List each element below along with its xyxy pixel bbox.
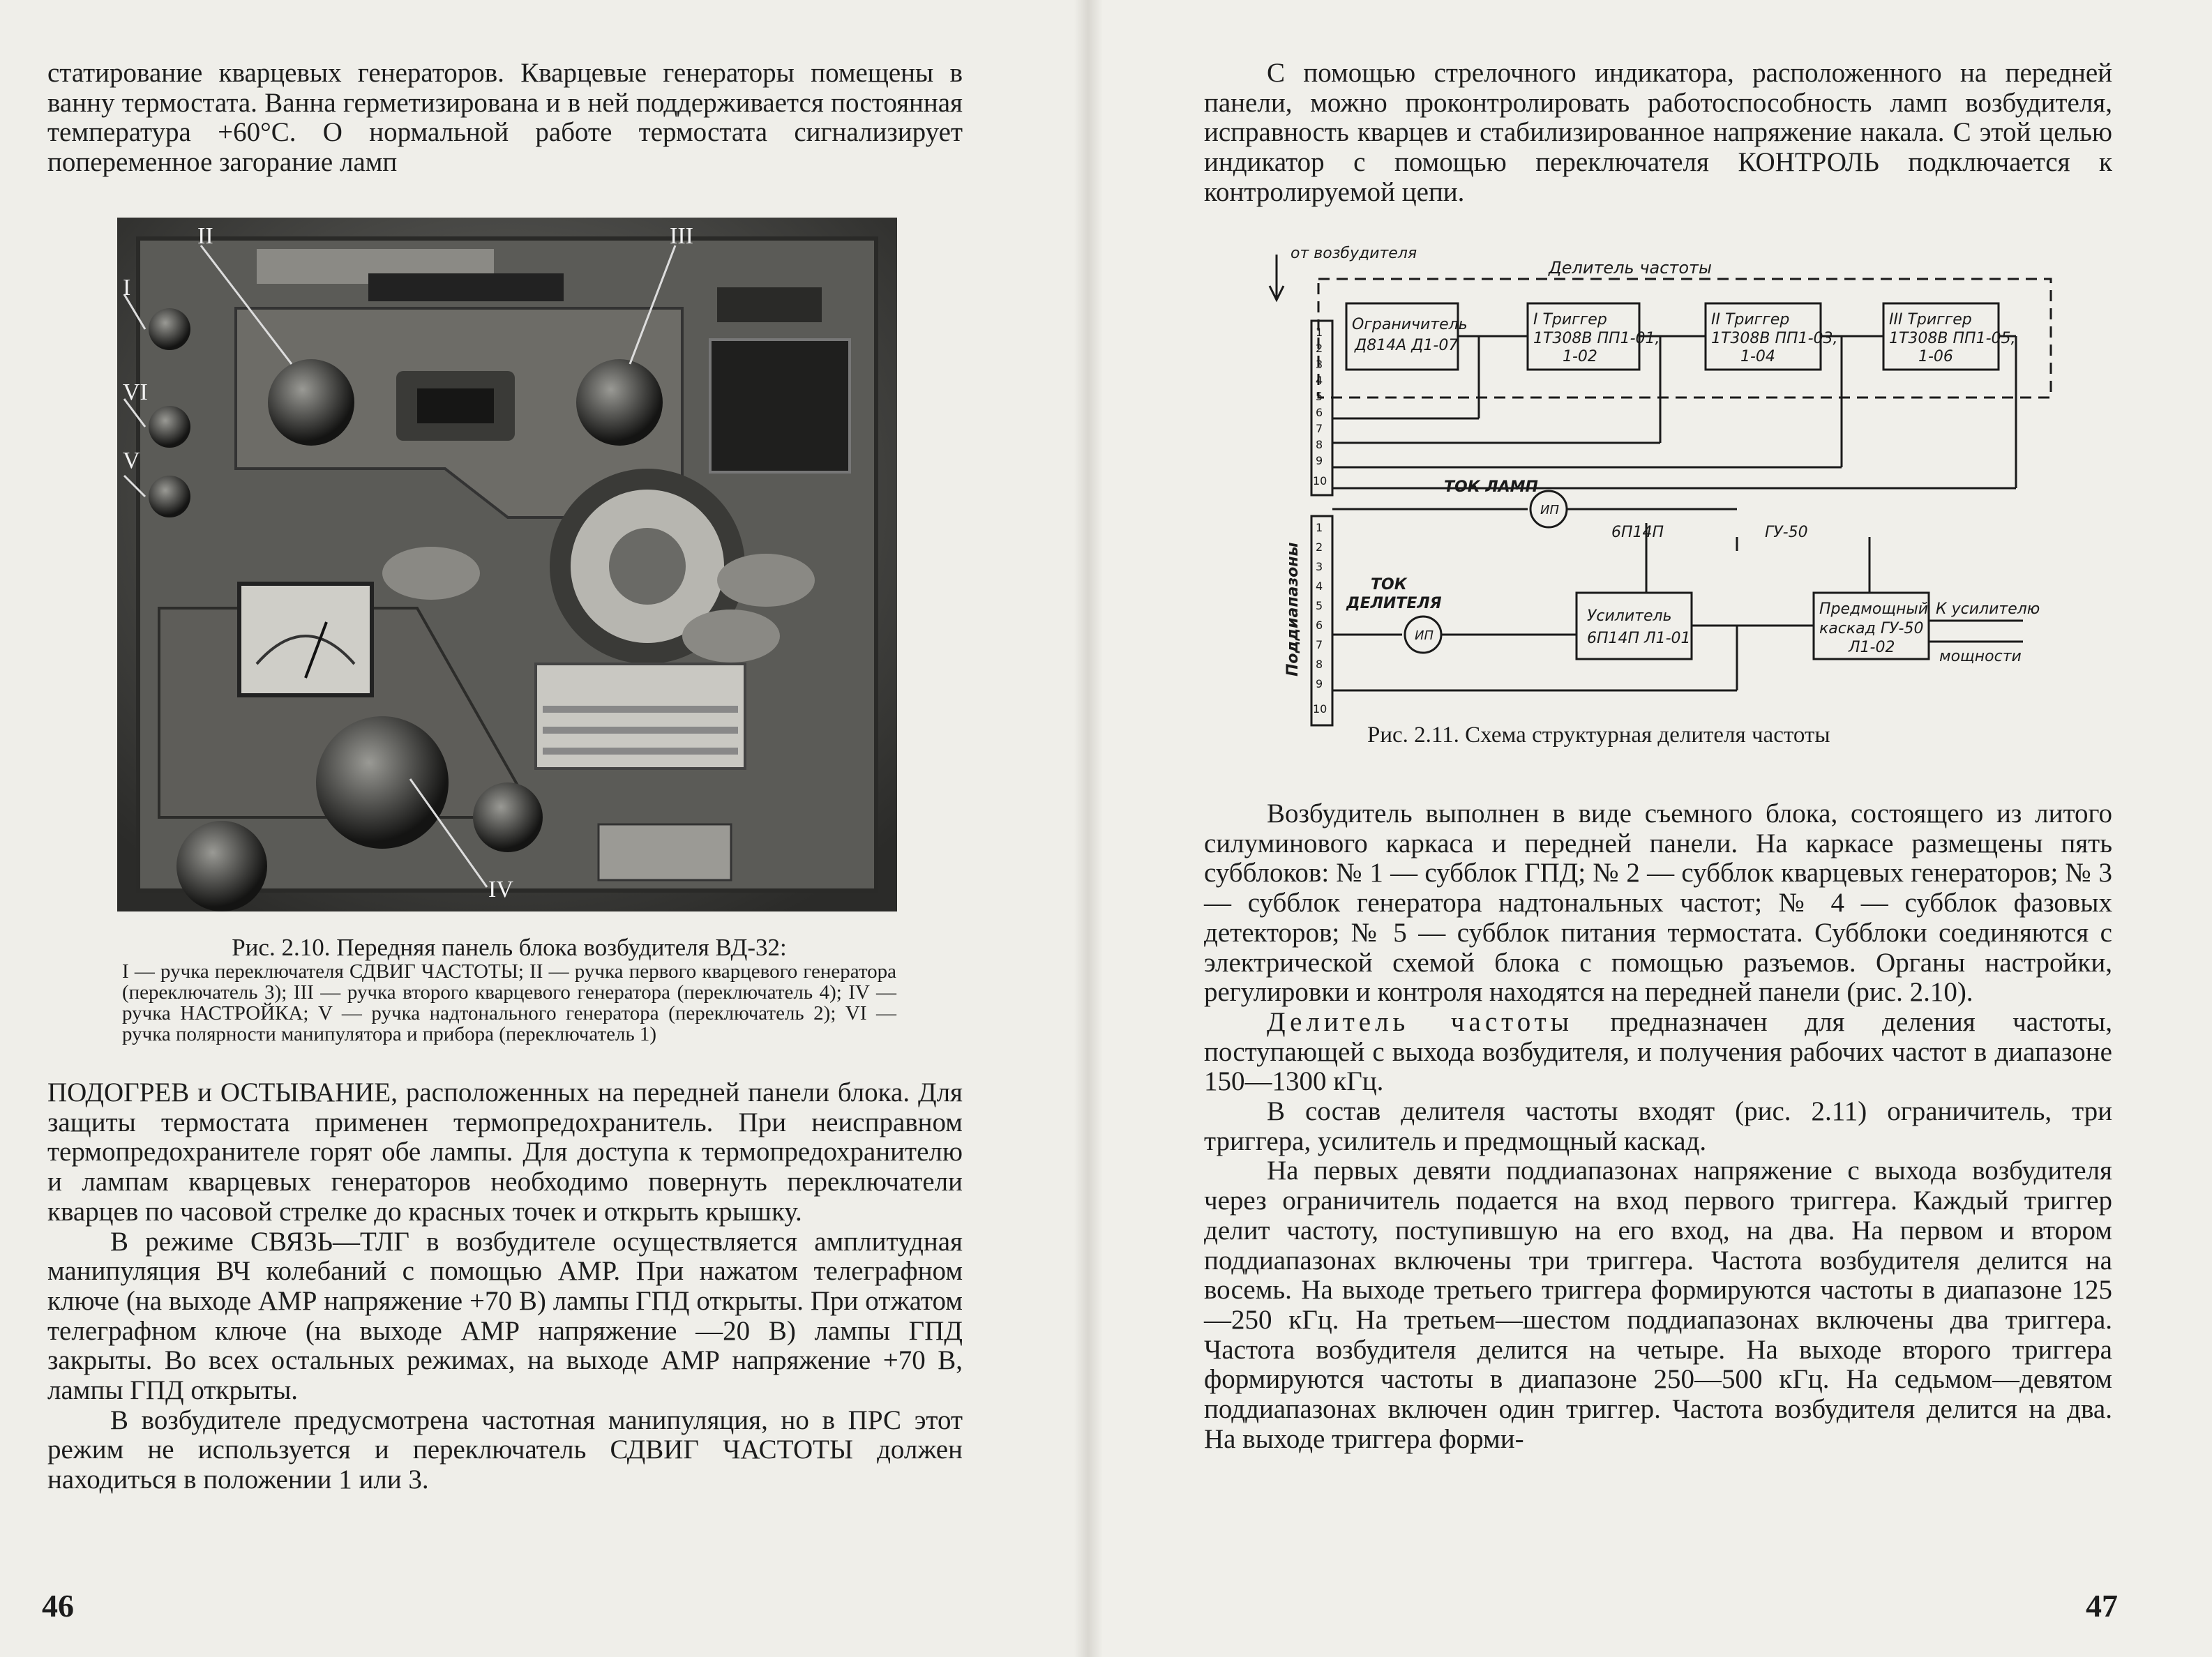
term-divider: Делитель частоты (1267, 1006, 1573, 1037)
meter-symbol: ИП (1415, 628, 1434, 643)
switch-number: 4 (1316, 580, 1323, 593)
diagram-label-subranges: Поддиапазоны (1284, 542, 1302, 676)
figure-2-10-caption (122, 935, 896, 1045)
paragraph: На первых девяти поддиапазонах напряжение с выхода возбудителя через ограничитель подается на вход первого триггера. Каждый триггер делит частоту, поступившую на его вход, на два. На первом и втором поддиапазонах включены три триггера. Частота возбудителя делится на восемь. На выходе третьего триггера формируются частоты в диапазоне 125—250 кГц. На третьем—шестом поддиапазонах включены два триггера. Частота возбудителя делится на четыре. На выходе второго триггера формируются частоты в диапазоне 250—500 кГц. На седьмом—девятом поддиапазонах включен один триггер. Частота возбудителя делится на два. На выходе триггера форми- (1204, 1156, 2112, 1454)
switch-number: 2 (1316, 342, 1323, 355)
diagram-label-divider-current: ТОК (1371, 576, 1407, 593)
switch-number: 9 (1316, 454, 1323, 467)
switch-number: 8 (1316, 658, 1323, 671)
left-top-text (47, 59, 963, 178)
block-label: 1Т308В ПП1-05, (1889, 330, 2016, 347)
switch-number: 2 (1316, 540, 1323, 554)
diagram-drawing (1235, 244, 2072, 732)
right-body-text (1204, 799, 2112, 1454)
paragraph: ПОДОГРЕВ и ОСТЫВАНИЕ, расположенных на передней панели блока. Для защиты термостата применен термопредохранитель. При неисправном термопредохранителе горят обе лампы. Для доступа к термопредохранителю и лампам кварцевых генераторов необходимо повернуть переключатели кварцев по часовой стрелке до красных точек и открыть крышку. (47, 1077, 963, 1227)
diagram-label-lamp-current: ТОК ЛАМП (1444, 478, 1538, 496)
switch-number: 1 (1316, 521, 1323, 534)
block-label: Ограничитель (1352, 316, 1468, 333)
block-label: Предмощный (1819, 600, 1929, 618)
diagram-label-output: мощности (1939, 648, 2022, 665)
block-label: I Триггер (1533, 311, 1607, 328)
figure-2-11-caption: Рис. 2.11. Схема структурная делителя частоты (1367, 722, 1830, 748)
switch-number: 3 (1316, 358, 1323, 371)
block-label: 1Т308В ПП1-03, (1711, 330, 1838, 347)
meter-symbol: ИП (1540, 503, 1559, 517)
switch-number: 7 (1316, 638, 1323, 651)
switch-number: 10 (1313, 474, 1327, 487)
switch-number: 7 (1316, 422, 1323, 435)
diagram-label-tube: ГУ-50 (1765, 524, 1808, 541)
block-label: 1-06 (1918, 348, 1953, 365)
block-label: III Триггер (1889, 311, 1972, 328)
right-top-text (1204, 59, 2112, 208)
block-label: каскад ГУ-50 (1819, 620, 1924, 637)
paragraph: статирование кварцевых генераторов. Кварцевые генераторы помещены в ванну термостата. Ванна герметизирована и в ней поддерживается постоянная температура +60°С. О нормальной работе термостата сигнализирует попеременное загорание ламп (47, 58, 963, 178)
diagram-label-group: Делитель частоты (1549, 258, 1712, 278)
block-label: 1-02 (1563, 348, 1597, 365)
frequency-divider-block-diagram (1235, 244, 2072, 732)
photo-marker: I (123, 275, 131, 301)
book-gutter (1074, 0, 1102, 1657)
paragraph: В режиме СВЯЗЬ—ТЛГ в возбудителе осуществляется амплитудная манипуляция ВЧ колебаний с помощью АМР. При нажатом телеграфном ключе (на выходе АМР напряжение +70 В) лампы ГПД открыты. При отжатом телеграфном ключе (на выходе АМР напряжение —20 В) лампы ГПД закрыты. Во всех остальных режимах, на выходе АМР напряжение +70 В, лампы ГПД открыты. (47, 1226, 963, 1406)
block-label: Д814А Д1-07 (1355, 337, 1459, 354)
photo-marker: V (123, 448, 140, 474)
diagram-label-input: от возбудителя (1291, 245, 1417, 262)
switch-number: 5 (1316, 390, 1323, 403)
diagram-label-output: К усилителю (1936, 600, 2040, 618)
paragraph (1204, 1008, 2112, 1097)
figure-legend: I — ручка переключателя СДВИГ ЧАСТОТЫ; II — ручка первого кварцевого генератора (переключатель 3); III — ручка второго кварцевого генератора (переключатель 4); IV — ручка НАСТРОЙКА; V — ручка надтонального генератора (переключатель 2); VI — ручка полярности манипулятора и прибора (переключатель 1) (122, 960, 896, 1045)
switch-number: 6 (1316, 406, 1323, 419)
left-body-text (47, 1078, 963, 1495)
switch-number: 4 (1316, 374, 1323, 387)
switch-number: 8 (1316, 438, 1323, 451)
page-number-left: 46 (42, 1588, 74, 1624)
switch-number: 5 (1316, 599, 1323, 612)
exciter-front-panel-photo (117, 218, 897, 911)
photo-marker: III (670, 223, 693, 249)
photo-marker: II (197, 223, 213, 249)
switch-number: 3 (1316, 560, 1323, 573)
switch-number: 9 (1316, 677, 1323, 690)
block-label: Л1-02 (1849, 639, 1895, 656)
block-label: II Триггер (1711, 311, 1790, 328)
paragraph-rest: предназначен для деления частоты, поступающей с выхода возбудителя, и получения рабочих частот в диапазоне 150—1300 кГц. (1204, 1006, 2112, 1097)
paragraph: С помощью стрелочного индикатора, расположенного на передней панели, можно проконтролировать работоспособность ламп возбудителя, исправность кварцев и стабилизированное напряжение накала. С этой целью индикатор с помощью переключателя КОНТРОЛЬ подключается к контролируемой цепи. (1204, 58, 2112, 207)
paragraph: В состав делителя частоты входят (рис. 2.11) ограничитель, три триггера, усилитель и предмощный каскад. (1204, 1096, 2112, 1156)
page-number-right: 47 (2086, 1588, 2118, 1624)
photo-marker: IV (488, 877, 513, 902)
block-label: 1-04 (1740, 348, 1775, 365)
block-label: Усилитель (1587, 607, 1672, 625)
photo-marker: VI (123, 379, 148, 405)
switch-number: 6 (1316, 619, 1323, 632)
diagram-label-tube: 6П14П (1611, 524, 1664, 541)
diagram-label-divider-current: ДЕЛИТЕЛЯ (1346, 595, 1442, 612)
block-label: 1Т308В ПП1-01, (1533, 330, 1660, 347)
panel-photo-drawing (117, 218, 897, 911)
figure-title: Рис. 2.10. Передняя панель блока возбудителя ВД-32: (232, 934, 787, 961)
paragraph: В возбудителе предусмотрена частотная манипуляция, но в ПРС этот режим не используется и переключатель СДВИГ ЧАСТОТЫ должен находиться в положении 1 или 3. (47, 1405, 963, 1495)
switch-number: 10 (1313, 702, 1327, 716)
block-label: 6П14П Л1-01 (1587, 630, 1691, 647)
paragraph: Возбудитель выполнен в виде съемного блока, состоящего из литого силуминового каркаса и передней панели. На каркасе размещены пять субблоков: № 1 — субблок ГПД; № 2 — субблок кварцевых генераторов; № 3 — субблок генератора надтональных частот; № 4 — субблок фазовых детекторов; № 5 — субблок питания термостата. Субблоки соединяются с электрической схемой блока с помощью разъемов. Органы настройки, регулировки и контроля находятся на передней панели (рис. 2.10). (1204, 799, 2112, 1008)
switch-number: 1 (1316, 326, 1323, 339)
